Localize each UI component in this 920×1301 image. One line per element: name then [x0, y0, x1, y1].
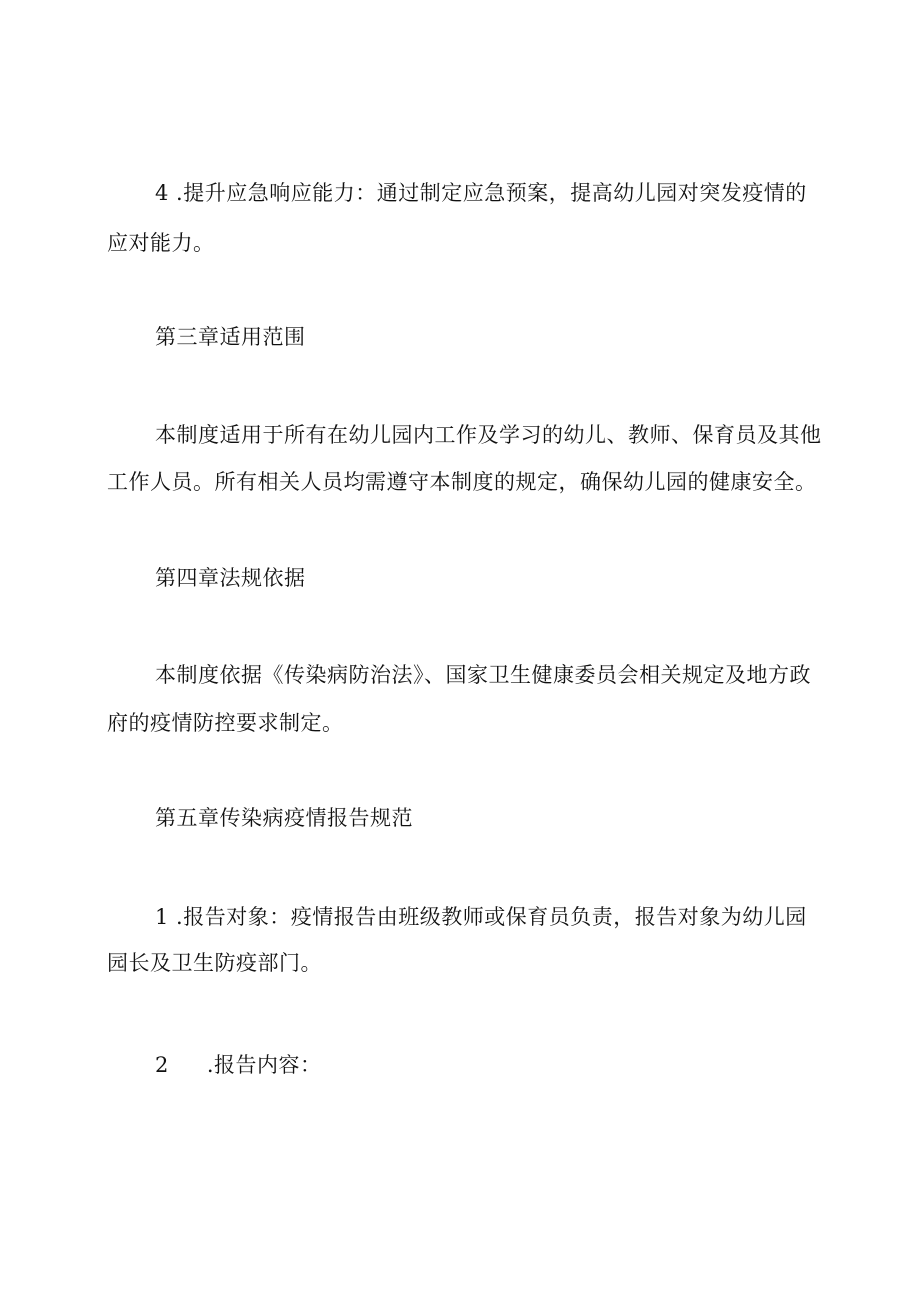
basis-paragraph-line-2: 府的疫情防控要求制定。 — [107, 711, 344, 735]
item-2-line — [155, 1050, 322, 1080]
chapter-3-heading: 第三章适用范围 — [155, 325, 306, 349]
chapter-4-heading: 第四章法规依据 — [155, 566, 306, 590]
item-4-line-2: 应对能力。 — [107, 231, 215, 255]
item-4-line-1: 4 .提升应急响应能力：通过制定应急预案，提高幼儿园对突发疫情的 — [155, 181, 807, 205]
basis-paragraph-line-1: 本制度依据《传染病防治法》、国家卫生健康委员会相关规定及地方政 — [155, 663, 811, 687]
chapter-5-heading: 第五章传染病疫情报告规范 — [155, 806, 413, 830]
item-2-number: 2 — [155, 1053, 169, 1077]
item-1-line-1: 1 .报告对象：疫情报告由班级教师或保育员负责，报告对象为幼儿园 — [155, 905, 807, 929]
item-1-line-2: 园长及卫生防疫部门。 — [107, 951, 322, 975]
scope-paragraph-line-2: 工作人员。所有相关人员均需遵守本制度的规定，确保幼儿园的健康安全。 — [107, 470, 817, 494]
scope-paragraph-line-1: 本制度适用于所有在幼儿园内工作及学习的幼儿、教师、保育员及其他 — [155, 423, 822, 447]
item-2-text: .报告内容： — [206, 1053, 322, 1077]
